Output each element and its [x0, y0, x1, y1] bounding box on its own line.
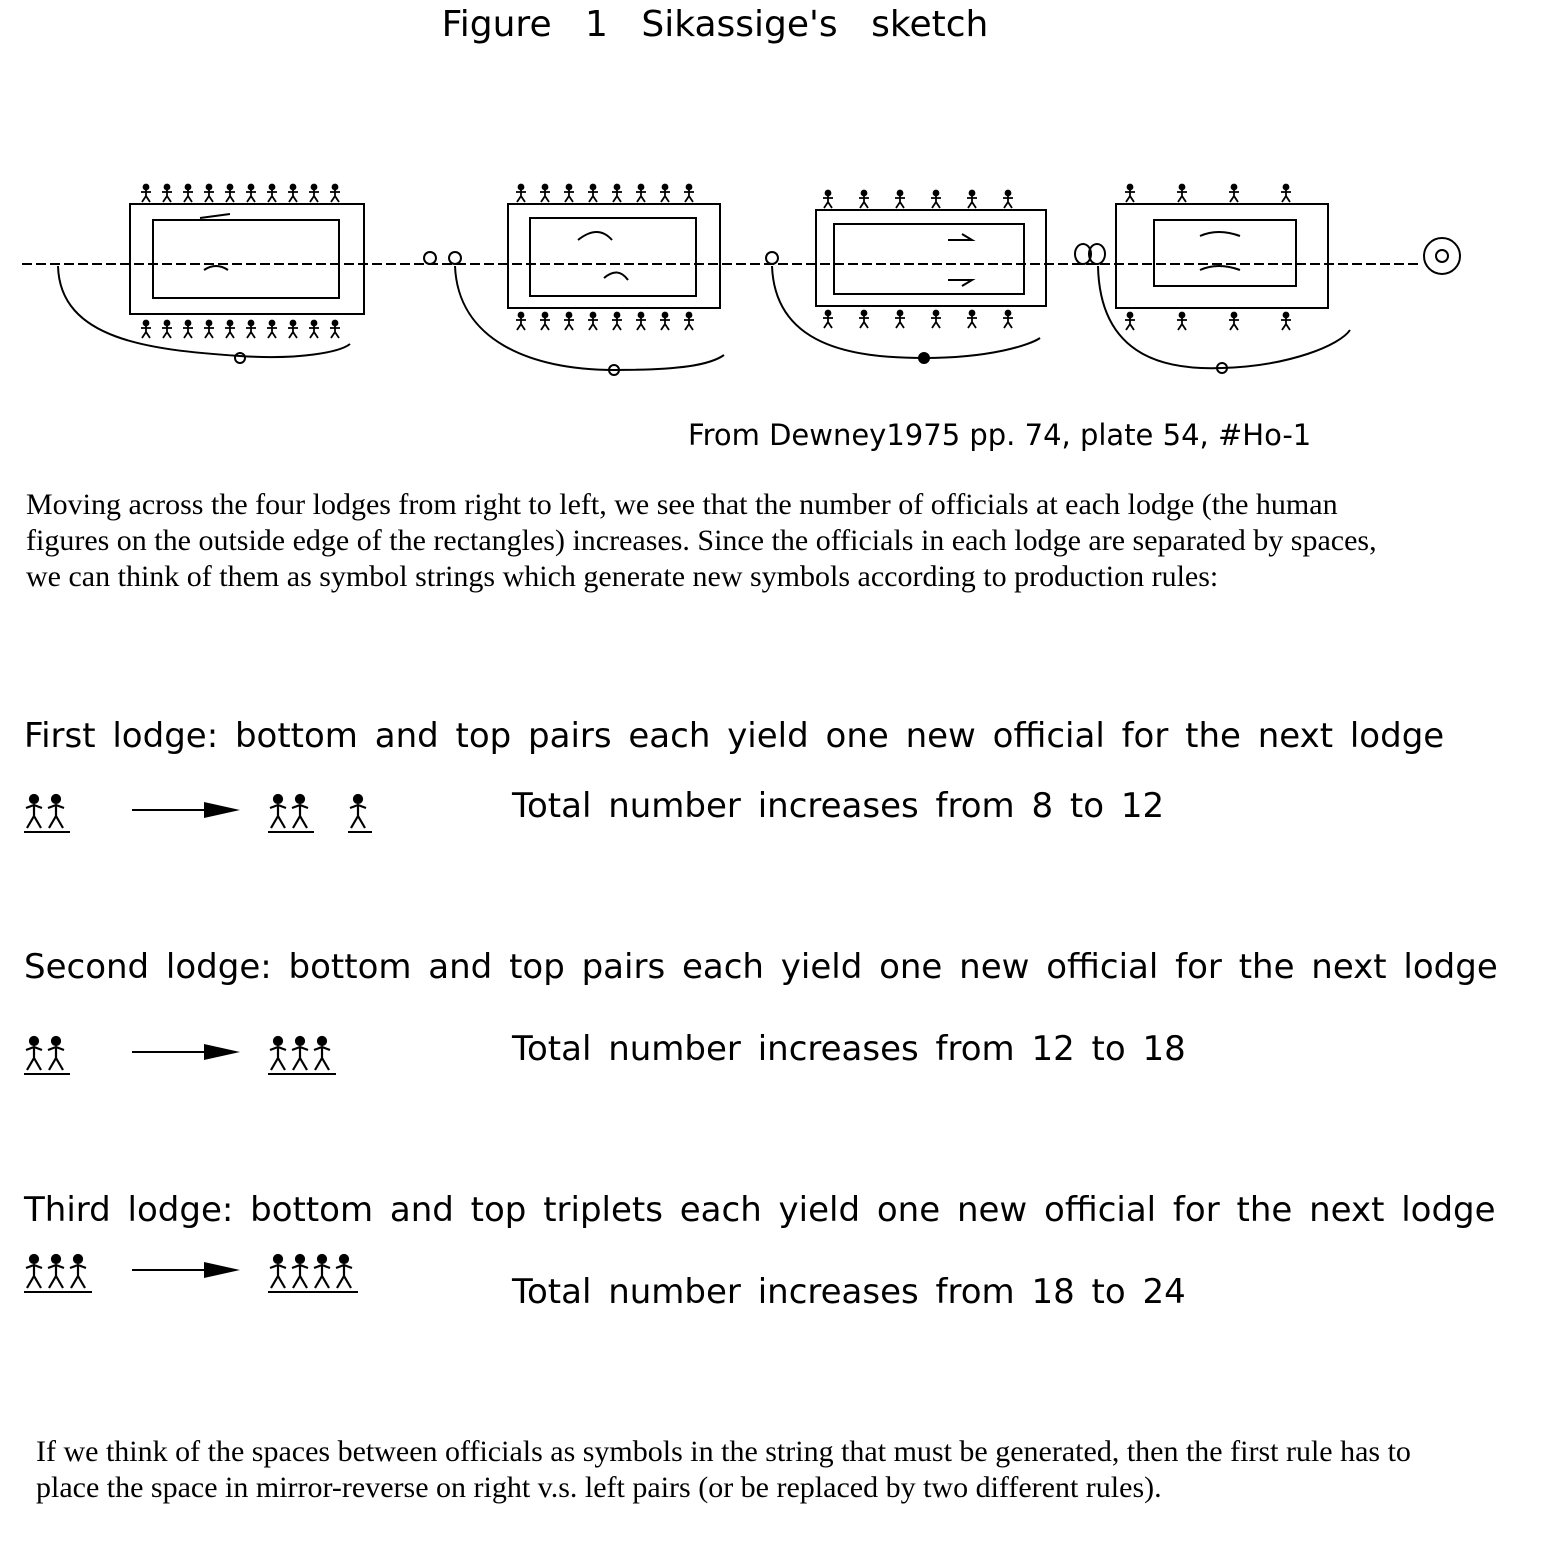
- rule-1-heading: First lodge: bottom and top pairs each yield one new official for the next lodge: [24, 716, 1445, 756]
- rule-1-before-official: [48, 795, 64, 828]
- rule-2-after-1-official: [292, 1037, 308, 1070]
- rule-2-after-1-official: [314, 1037, 330, 1070]
- rule-2-before-official: [48, 1037, 64, 1070]
- rule-3-heading: Third lodge: bottom and top triplets each yield one new official for the next lodge: [24, 1190, 1496, 1230]
- rule-2-figures: [24, 1037, 336, 1074]
- rule-1-before-official: [26, 795, 42, 828]
- rule-3-before-official: [48, 1255, 64, 1288]
- rule-3-after-1-official: [292, 1255, 308, 1288]
- outro-paragraph: If we think of the spaces between officials as symbols in the string that must be generated, then the first rule has to place the space in mirror-reverse on right v.s. left pairs (or be replaced by two different rules).: [36, 1435, 1411, 1504]
- source-citation: From Dewney1975 pp. 74, plate 54, #Ho-1: [688, 418, 1312, 452]
- rule-1-arrow: [132, 802, 240, 818]
- rule-2-heading: Second lodge: bottom and top pairs each yield one new official for the next lodge: [24, 947, 1498, 987]
- rule-3-total: Total number increases from 18 to 24: [512, 1272, 1186, 1312]
- rule-3-arrow: [132, 1262, 240, 1278]
- figure-title: Figure 1 Sikassige's sketch: [441, 4, 989, 45]
- rule-1-after-2-official: [350, 795, 366, 828]
- rule-3-after-1-official: [270, 1255, 286, 1288]
- rule-1-after-1-official: [270, 795, 286, 828]
- rule-3-figures: [24, 1255, 358, 1292]
- rule-3-after-1-official: [314, 1255, 330, 1288]
- rule-3-before-official: [70, 1255, 86, 1288]
- rule-1-after-1-official: [292, 795, 308, 828]
- rule-2-after-1-official: [270, 1037, 286, 1070]
- rule-1-total: Total number increases from 8 to 12: [512, 786, 1165, 826]
- rule-3-before-official: [26, 1255, 42, 1288]
- rule-2-before-official: [26, 1037, 42, 1070]
- rule-1-figures: [24, 795, 372, 832]
- intro-paragraph: Moving across the four lodges from right to left, we see that the number of officials at each lodge (the human figures on the outside edge of the rectangles) increases. Since the officials in each lodge are separated by spaces, we can think of them as symbol strings which generate new symbols according to production rules:: [26, 488, 1377, 593]
- rule-2-total: Total number increases from 12 to 18: [512, 1029, 1186, 1069]
- rule-2-arrow: [132, 1044, 240, 1060]
- rule-3-after-1-official: [336, 1255, 352, 1288]
